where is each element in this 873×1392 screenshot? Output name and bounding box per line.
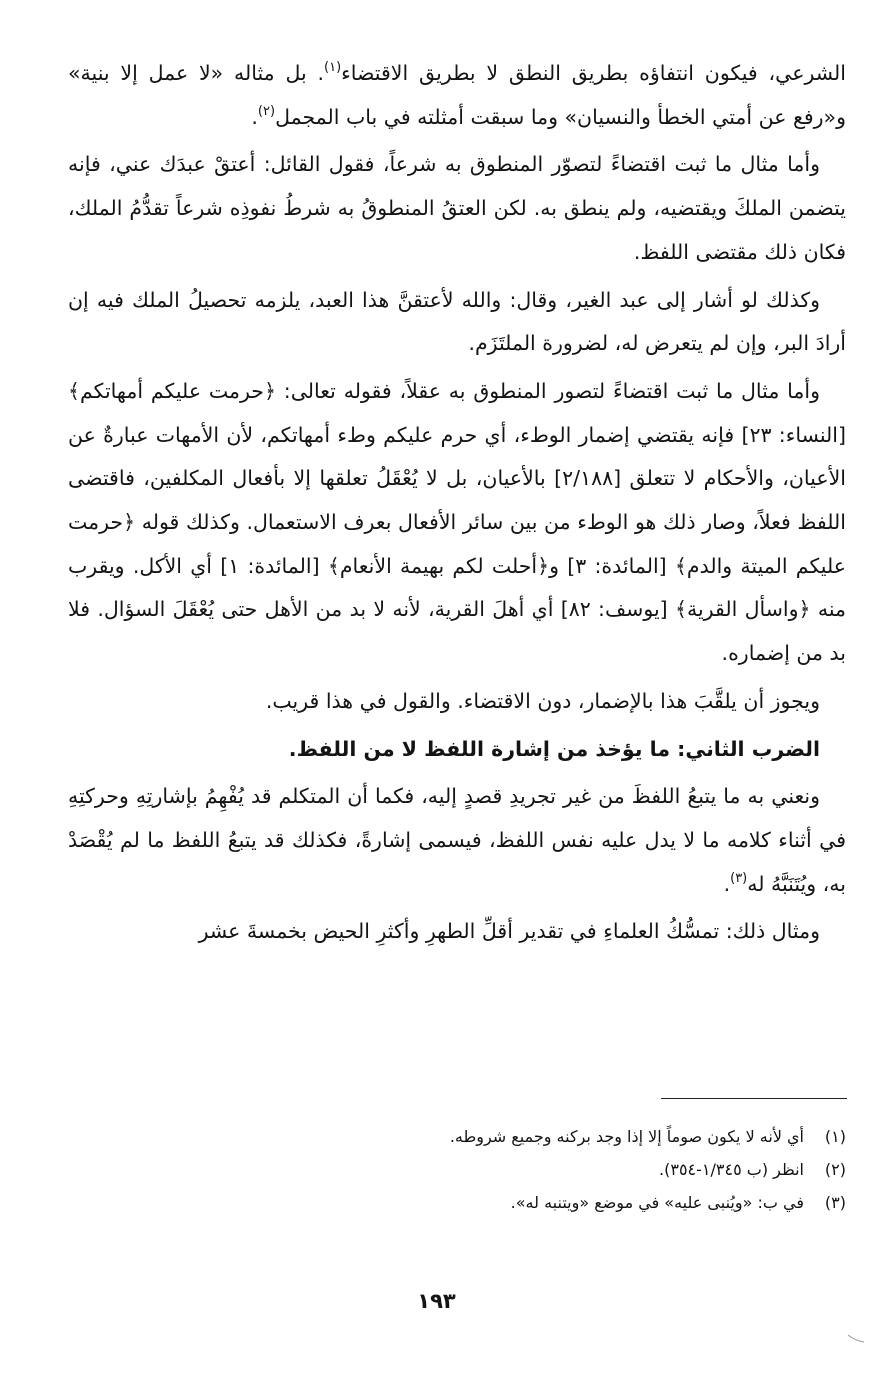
main-text <box>68 52 846 958</box>
paragraph-1-text-b: . بل مثاله «لا عمل إلا بنية» و«رفع عن أمتي الخطأ والنسيان» وما سبقت أمثلته في باب المجمل <box>68 61 846 129</box>
footnote-3-text: في ب: «ويُنبى عليه» في موضع «ويتنبه له». <box>510 1193 804 1212</box>
paragraph-2: وأما مثال ما ثبت اقتضاءً لتصوّر المنطوق به شرعاً، فقول القائل: أعتقْ عبدَك عني، فإنه يتضمن الملكَ ويقتضيه، ولم ينطق به. لكن العتقُ المنطوقُ به شرطُ نفوذِه شرعاً تقدُّمُ الملك، فكان ذلك مقتضى اللفظ. <box>68 152 846 264</box>
footnote-separator <box>661 1098 847 1099</box>
footnote-1 <box>68 1120 846 1153</box>
paragraph-1-text-c: . <box>251 104 258 129</box>
footnote-ref-2[interactable]: (٢) <box>257 103 276 119</box>
footnote-3-number: (٣) <box>824 1193 846 1212</box>
paragraph-1 <box>68 52 846 139</box>
paragraph-6-text-a: ونعني به ما يتبعُ اللفظَ من غير تجريدِ قصدٍ إليه، فكما أن المتكلم قد يُفْهِمُ بإشارتِهِ وحركتِهِ في أثناء كلامه ما لا يدل عليه نفس اللفظ، فيسمى إشارةً، فكذلك قد يتبعُ اللفظ ما لم يُقْصَدْ به، ويُتَنَبَّهُ له <box>68 784 846 896</box>
footnote-1-text: أي لأنه لا يكون صوماً إلا إذا وجد بركنه وجميع شروطه. <box>449 1127 804 1146</box>
paragraph-3: وكذلك لو أشار إلى عبد الغير، وقال: والله لأعتقنَّ هذا العبد، يلزمه تحصيلُ الملك فيه إن أرادَ البر، وإن لم يتعرض له، لضرورة الملتَزَم. <box>68 287 846 356</box>
paragraph-4: وأما مثال ما ثبت اقتضاءً لتصور المنطوق به عقلاً، فقوله تعالى: ﴿حرمت عليكم أمهاتكم﴾ [النساء: ٢٣] فإنه يقتضي إضمار الوطء، أي حرم عليكم وطء أمهاتكم، لأن الأمهات عبارةٌ عن الأعيان، والأحكام لا تتعلق [٢/١٨٨] بالأعيان، بل لا يُعْقَلُ تعلقها إلا بأفعال المكلفين، فاقتضى اللفظ فعلاً، وصار ذلك هو الوطء من بين سائر الأفعال بعرف الاستعمال. وكذلك قوله ﴿حرمت عليكم الميتة والدم﴾ [المائدة: ٣] و﴿أحلت لكم بهيمة الأنعام﴾ [المائدة: ١] أي الأكل. ويقرب منه ﴿واسأل القرية﴾ [يوسف: ٨٢] أي أهلَ القرية، لأنه لا بد من الأهل حتى يُعْقَلَ السؤال. فلا بد من إضماره. <box>68 378 846 666</box>
paragraph-6 <box>68 775 846 906</box>
paragraph-1-text-a: الشرعي، فيكون انتفاؤه بطريق النطق لا بطريق الاقتضاء <box>341 61 846 85</box>
footnote-1-number: (١) <box>824 1127 846 1146</box>
paragraph-5: ويجوز أن يلقَّبَ هذا بالإضمار، دون الاقتضاء. والقول في هذا قريب. <box>265 688 820 713</box>
footnote-3 <box>68 1186 846 1219</box>
footnotes <box>68 1120 846 1219</box>
paragraph-7: ومثال ذلك: تمسُّكُ العلماءِ في تقدير أقلِّ الطهرِ وأكثرِ الحيض بخمسةَ عشر <box>198 919 820 944</box>
paragraph-6-text-b: . <box>723 871 731 896</box>
section-heading: الضرب الثاني: ما يؤخذ من إشارة اللفظ لا من اللفظ. <box>288 736 820 761</box>
footnote-ref-1[interactable]: (١) <box>324 60 342 75</box>
page-corner-mark <box>847 1334 865 1344</box>
page-number: ١٩٣ <box>417 1289 456 1313</box>
footnote-ref-3[interactable]: (٣) <box>730 870 748 886</box>
footnote-2-text: انظر (ب ١/٣٤٥-٣٥٤). <box>659 1160 804 1179</box>
footnote-2-number: (٢) <box>824 1160 846 1179</box>
footnote-2 <box>68 1153 846 1186</box>
